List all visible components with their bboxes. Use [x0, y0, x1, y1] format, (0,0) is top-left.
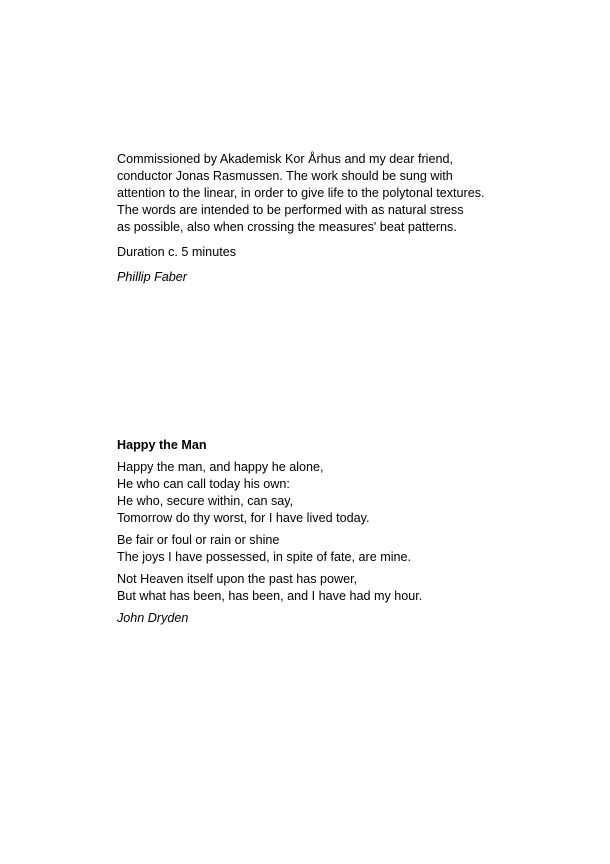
duration-note: Duration c. 5 minutes — [117, 245, 236, 259]
preface-line: Commissioned by Akademisk Kor Århus and my dear friend, — [117, 152, 453, 166]
preface-line: The words are intended to be performed with as natural stress — [117, 203, 464, 217]
preface-section — [117, 151, 587, 286]
poem-title: Happy the Man — [117, 438, 207, 452]
poem-stanza: Be fair or foul or rain or shine The joys I have possessed, in spite of fate, are mine. — [117, 533, 412, 564]
poem-stanza: Happy the man, and happy he alone, He who can call today his own: He who, secure within, can say, Tomorrow do thy worst, for I have lived today. — [117, 460, 370, 525]
poem-stanza: Not Heaven itself upon the past has power, But what has been, has been, and I have had my hour. — [117, 572, 423, 603]
preface-line: as possible, also when crossing the measures' beat patterns. — [117, 220, 457, 234]
preface-paragraph — [117, 151, 587, 236]
preface-line: attention to the linear, in order to give life to the polytonal textures. — [117, 186, 485, 200]
poem-section — [117, 437, 587, 627]
composer-signature: Phillip Faber — [117, 270, 187, 284]
poet-signature: John Dryden — [117, 611, 189, 625]
preface-line: conductor Jonas Rasmussen. The work should be sung with — [117, 169, 453, 183]
